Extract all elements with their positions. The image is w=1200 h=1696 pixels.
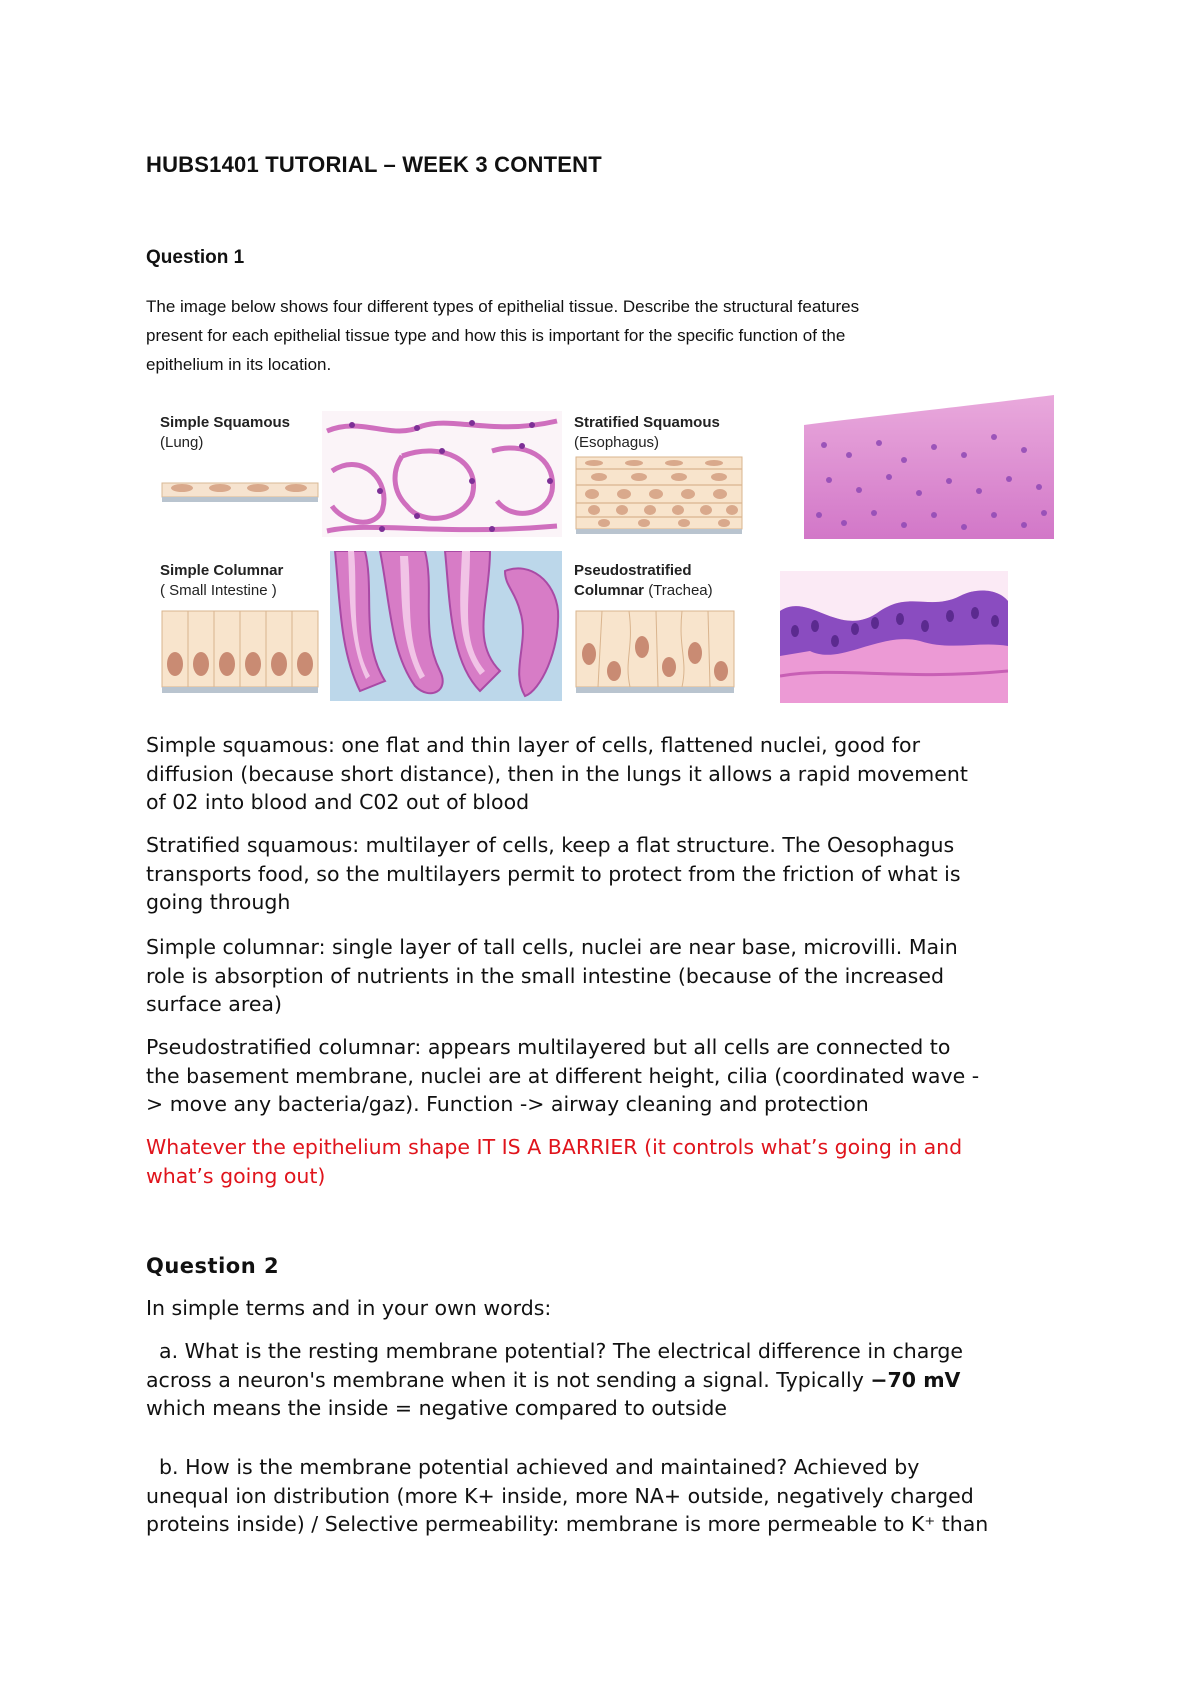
q2a-line2-text: across a neuron's membrane when it is not sending a signal. Typically [146,1367,871,1392]
answer-line: going through [146,890,291,914]
highlight-line: Whatever the epithelium shape IT IS A BARRIER (it controls what’s going in and [146,1135,963,1159]
answer-line: Pseudostratified columnar: appears multilayered but all cells are connected to [146,1035,951,1059]
answer-simple-squamous [146,731,1066,817]
answer-simple-columnar [146,933,1066,1019]
pseudostratified-columnar-micrograph [780,571,1008,703]
panel-title: Simple Columnar [160,562,284,579]
answer-stratified-squamous [146,831,1066,917]
prompt-line: present for each epithelial tissue type and how this is important for the specific function of the [146,326,846,345]
answer-line: Stratified squamous: multilayer of cells, keep a flat structure. The Oesophagus [146,833,955,857]
question-1-prompt [146,292,1046,379]
simple-columnar-diagram [160,609,320,699]
answer-line: diffusion (because short distance), then in the lungs it allows a rapid movement [146,761,968,786]
stratified-squamous-diagram [574,455,744,537]
panel-location: (Lung) [160,434,204,451]
answer-line: transports food, so the multilayers permit to protect from the friction of what is [146,861,961,886]
prompt-line: epithelium in its location. [146,355,332,374]
q2b-line: unequal ion distribution (more K+ inside, more NA+ outside, negatively charged [146,1483,974,1508]
resting-potential-value: −70 mV [870,1367,961,1392]
question-2-heading: Question 2 [146,1254,280,1278]
answer-line: Simple squamous: one flat and thin layer of cells, flattened nuclei, good for [146,733,920,757]
question-2b [146,1453,1066,1539]
pseudostratified-columnar-diagram [574,609,736,699]
simple-columnar-micrograph [330,551,562,701]
panel-location: (Trachea) [648,582,713,599]
panel-title-line2: Columnar [574,582,645,599]
question-2-intro: In simple terms and in your own words: [146,1296,552,1320]
panel-label-simple-columnar [160,561,283,601]
panel-title: Pseudostratified [574,562,692,579]
q2b-line: proteins inside) / Selective permeability: membrane is more permeable to K⁺ than [146,1512,989,1536]
highlight-line: what’s going out) [146,1163,326,1188]
panel-label-simple-squamous [160,413,290,453]
answer-line: Simple columnar: single layer of tall cells, nuclei are near base, microvilli. Main [146,935,958,959]
q2a-line: a. What is the resting membrane potential? The electrical difference in charge [146,1339,964,1363]
panel-location: (Esophagus) [574,434,660,451]
question-2a [146,1337,1066,1423]
q2a-line: which means the inside = negative compared to outside [146,1396,727,1420]
answer-pseudostratified-columnar [146,1033,1066,1119]
simple-squamous-micrograph [322,411,562,537]
answer-line: role is absorption of nutrients in the small intestine (because of the increased [146,963,944,988]
simple-squamous-diagram [160,463,320,513]
panel-title: Simple Squamous [160,414,291,431]
question-1-heading: Question 1 [146,247,245,268]
panel-label-stratified-squamous [574,413,720,453]
q2a-line [146,1366,1066,1395]
panel-title: Stratified Squamous [574,414,720,431]
stratified-squamous-micrograph [804,395,1054,539]
page-title: HUBS1401 TUTORIAL – WEEK 3 CONTENT [146,152,602,177]
prompt-line: The image below shows four different types of epithelial tissue. Describe the structural features [146,297,860,316]
panel-location: ( Small Intestine ) [160,582,277,599]
answer-line: surface area) [146,992,282,1016]
q2b-line: b. How is the membrane potential achieved and maintained? Achieved by [146,1455,920,1479]
answer-line: the basement membrane, nuclei are at different height, cilia (coordinated wave - [146,1063,980,1088]
barrier-highlight-note [146,1133,1066,1190]
answer-line: > move any bacteria/gaz). Function -> airway cleaning and protection [146,1092,869,1116]
answer-line: of 02 into blood and C02 out of blood [146,790,530,814]
epithelial-tissue-figure [160,393,1060,713]
panel-label-pseudostratified-columnar [574,561,713,601]
